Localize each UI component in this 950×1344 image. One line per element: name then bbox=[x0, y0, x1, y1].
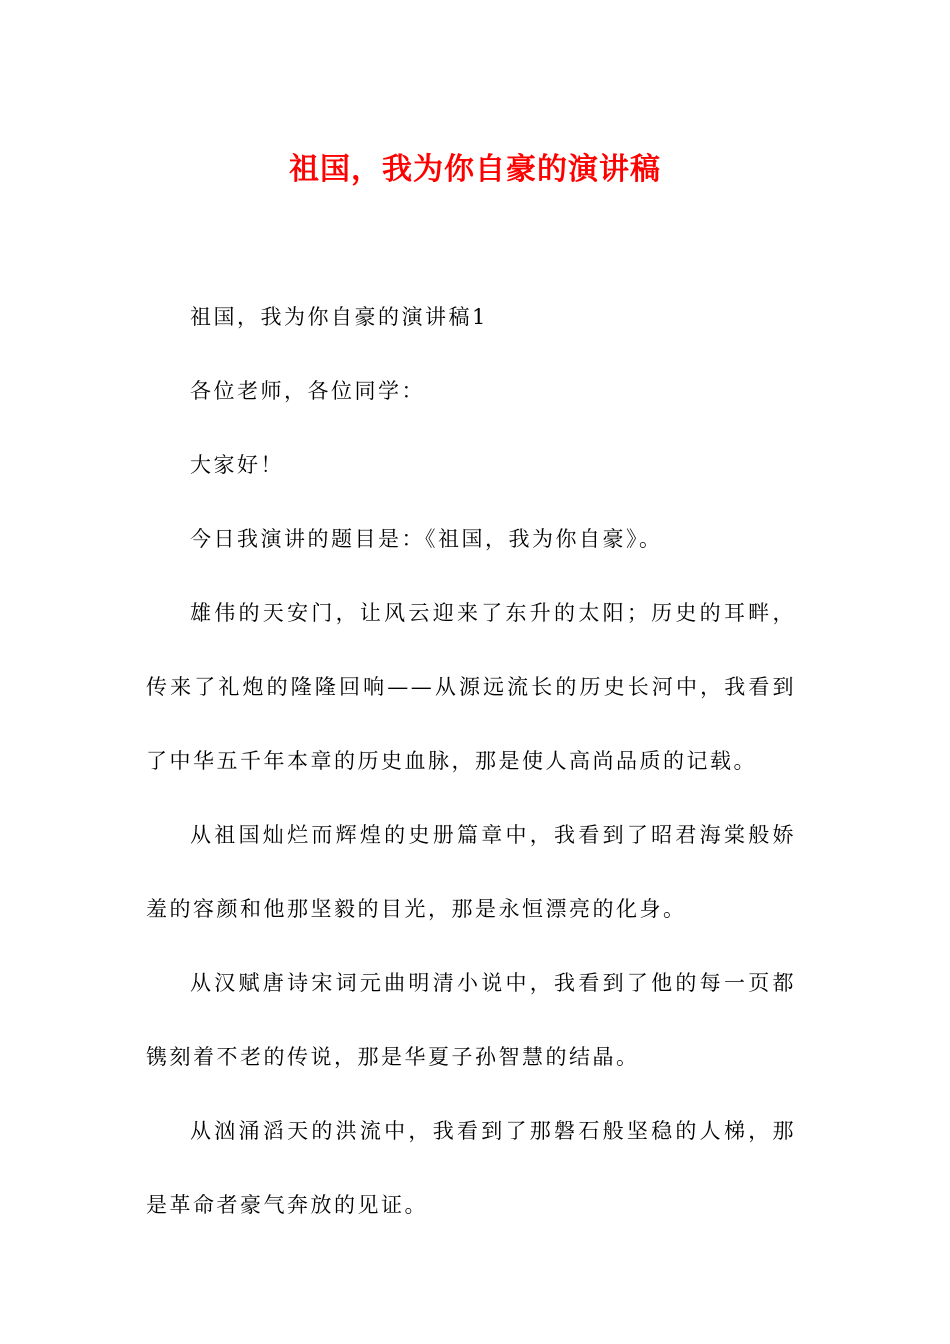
paragraph-greeting: 大家好！ bbox=[190, 453, 284, 477]
paragraph-heading: 祖国，我为你自豪的演讲稿1 bbox=[190, 305, 488, 329]
paragraph-body-4: 从汹涌滔天的洪流中，我看到了那磐石般坚稳的人梯，那是革命者豪气奔放的见证。 bbox=[146, 1119, 796, 1217]
paragraph-body-2: 从祖国灿烂而辉煌的史册篇章中，我看到了昭君海棠般娇羞的容颜和他那坚毅的目光，那是永恒漂亮的化身。 bbox=[146, 823, 796, 921]
paragraph-body-1: 雄伟的天安门，让风云迎来了东升的太阳；历史的耳畔，传来了礼炮的隆隆回响——从源远流长的历史长河中，我看到了中华五千年本章的历史血脉，那是使人高尚品质的记载。 bbox=[146, 601, 796, 773]
document-title: 祖国，我为你自豪的演讲稿 bbox=[289, 152, 661, 187]
document-body bbox=[146, 280, 796, 1242]
paragraph-body-3: 从汉赋唐诗宋词元曲明清小说中，我看到了他的每一页都镌刻着不老的传说，那是华夏子孙智慧的结晶。 bbox=[146, 971, 796, 1069]
paragraph-salutation: 各位老师，各位同学： bbox=[190, 379, 425, 403]
paragraph-topic: 今日我演讲的题目是：《祖国，我为你自豪》。 bbox=[190, 527, 663, 551]
